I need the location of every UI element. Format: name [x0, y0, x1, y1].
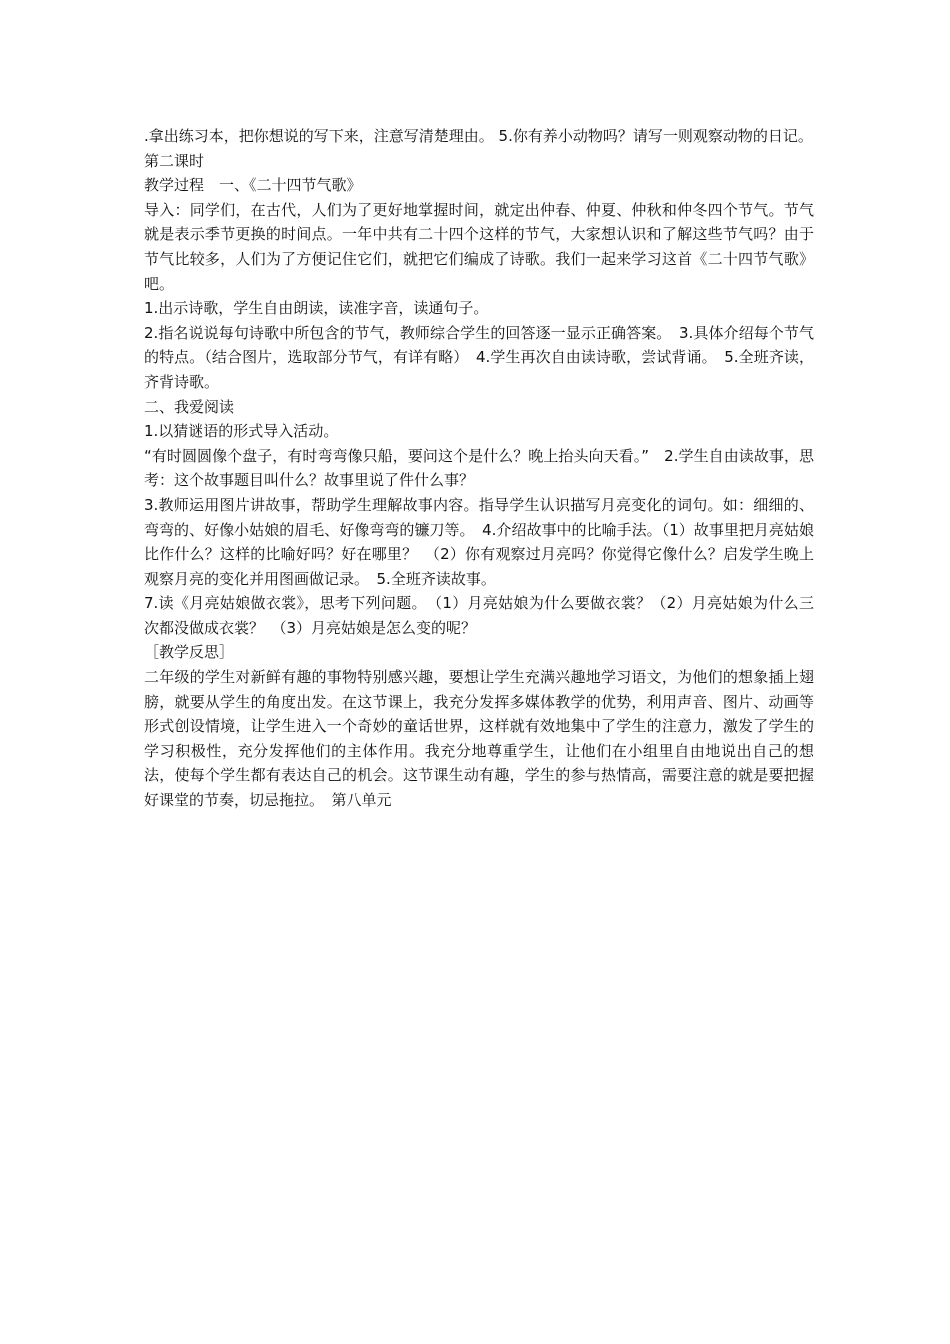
paragraph-step-1: 1.出示诗歌，学生自由朗读，读准字音，读通句子。	[144, 299, 489, 318]
paragraph-reading-heading: 二、我爱阅读	[144, 397, 235, 416]
paragraph-story-teaching: 3.教师运用图片讲故事，帮助学生理解故事内容。指导学生认识描写月亮变化的词句。如：细细的、弯弯的、好像小姑娘的眉毛、好像弯弯的镰刀等。 4.介绍故事中的比喻手法。（1）故事里把月亮姑娘比作什么？这样的比喻好吗？好在哪里？ （2）你有观察过月亮吗？你觉得它像什么？启发学生晚上观察月亮的变化并用图画做记录。 5.全班齐读故事。	[144, 495, 814, 588]
paragraph-second-lesson-heading: 第二课时	[144, 151, 205, 170]
paragraph-reflection-heading: ［教学反思］	[144, 643, 235, 662]
paragraph-teaching-process-heading: 教学过程 一、《二十四节气歌》	[144, 176, 362, 195]
paragraph-exercise-tasks: .拿出练习本，把你想说的写下来，注意写清楚理由。 5.你有养小动物吗？请写一则观察动物的日记。	[144, 127, 813, 145]
paragraph-introduction: 导入：同学们，在古代，人们为了更好地掌握时间，就定出仲春、仲夏、仲秋和仲冬四个节气。节气就是表示季节更换的时间点。一年中共有二十四个这样的节气，大家想认识和了解这些节气吗？由于节气比较多，人们为了方便记住它们，就把它们编成了诗歌。我们一起来学习这首《二十四节气歌》吧。	[144, 200, 814, 293]
paragraph-riddle-and-story: “有时圆圆像个盘子，有时弯弯像只船，要问这个是什么？晚上抬头向天看。” 2.学生自由读故事，思考：这个故事题目叫什么？故事里说了件什么事？	[144, 446, 814, 490]
paragraph-reflection-body: 二年级的学生对新鲜有趣的事物特别感兴趣，要想让学生充满兴趣地学习语文，为他们的想象插上翅膀，就要从学生的角度出发。在这节课上，我充分发挥多媒体教学的优势，利用声音、图片、动画等形式创设情境，让学生进入一个奇妙的童话世界，这样就有效地集中了学生的注意力，激发了学生的学习积极性，充分发挥他们的主体作用。我充分地尊重学生，让他们在小组里自由地说出自己的想法，使每个学生都有表达自己的机会。这节课生动有趣，学生的参与热情高，需要注意的就是要把握好课堂的节奏，切忌拖拉。 第八单元	[144, 668, 814, 810]
paragraph-steps-2-to-5: 2.指名说说每句诗歌中所包含的节气，教师综合学生的回答逐一显示正确答案。 3.具体介绍每个节气的特点。（结合图片，选取部分节气，有详有略） 4.学生再次自由读诗歌，尝试背诵。 5.全班齐读，齐背诗歌。	[144, 323, 814, 391]
paragraph-riddle-intro: 1.以猜谜语的形式导入活动。	[144, 422, 339, 441]
document-body	[144, 124, 814, 813]
paragraph-reading-questions: 7.读《月亮姑娘做衣裳》，思考下列问题。 （1）月亮姑娘为什么要做衣裳？（2）月亮姑娘为什么三次都没做成衣裳？ （3）月亮姑娘是怎么变的呢？	[144, 594, 814, 637]
